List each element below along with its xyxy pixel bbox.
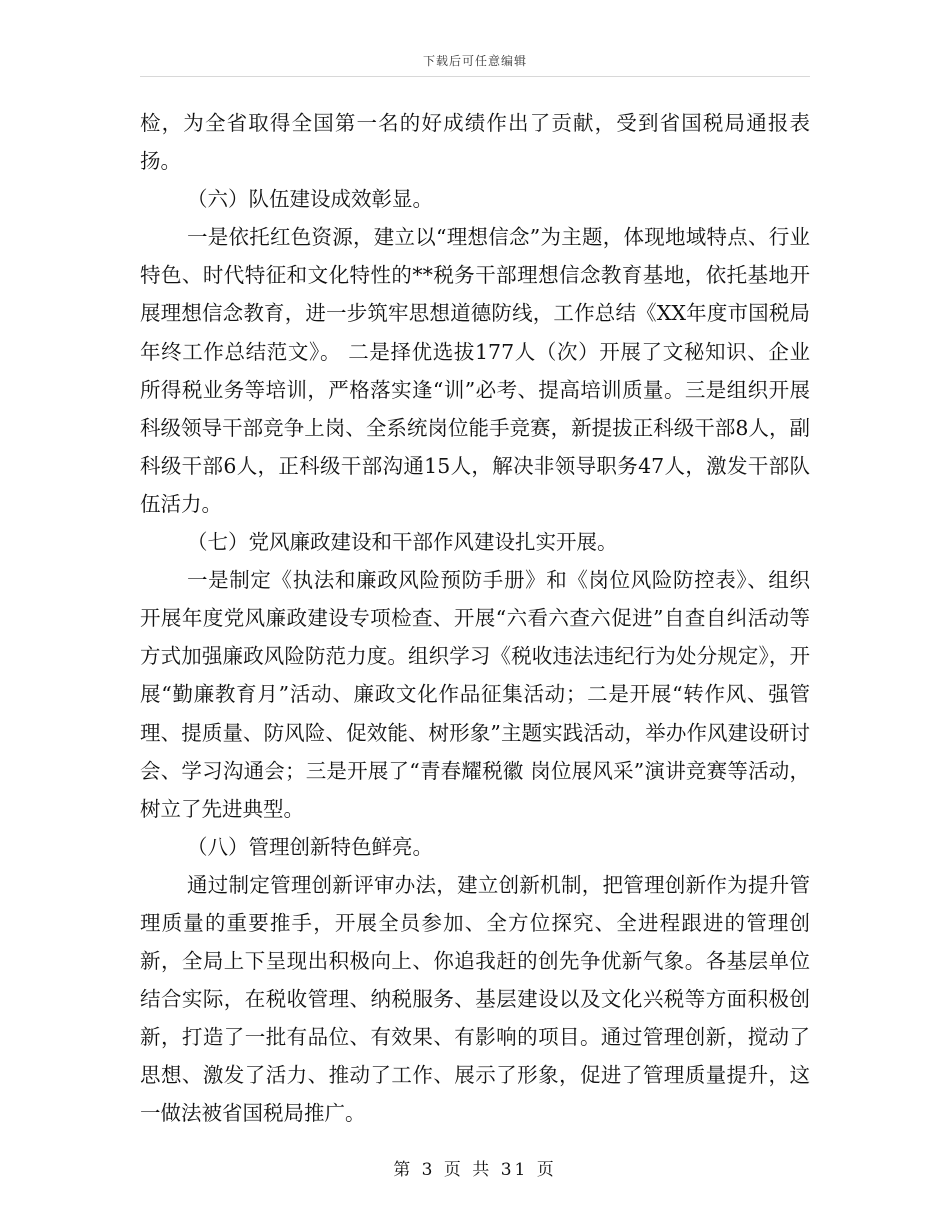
page-number-footer: 第 3 页 共 31 页: [393, 1160, 557, 1180]
paragraph-team-building: 一是依托红色资源，建立以“理想信念”为主题，体现地域特点、行业特色、时代特征和文化特性的**税务干部理想信念教育基地，依托基地开展理想信念教育，进一步筑牢思想道德防线，工作总结《XX年度市国税局年终工作总结范文》。 二是择优选拔177人（次）开展了文秘知识、企业所得税业务等培训，严格落实逢“训”必考、提高培训质量。三是组织开展科级领导干部竞争上岗、全系统岗位能手竞赛，新提拔正科级干部8人，副科级干部6人，正科级干部沟通15人，解决非领导职务47人，激发干部队伍活力。: [140, 225, 810, 516]
section-heading-six: （六）队伍建设成效彰显。: [187, 187, 433, 212]
paragraph-continuation: 检，为全省取得全国第一名的好成绩作出了贡献，受到省国税局通报表扬。: [140, 111, 810, 174]
header-divider: [140, 76, 810, 77]
section-heading-seven: （七）党风廉政建设和干部作风建设扎实开展。: [187, 530, 618, 555]
document-body: [140, 104, 810, 1133]
page-header: 下载后可任意编辑: [422, 54, 527, 68]
paragraph-integrity: 一是制定《执法和廉政风险预防手册》和《岗位风险防控表》、组织开展年度党风廉政建设专项检查、开展“六看六查六促进”自查自纠活动等方式加强廉政风险防范力度。组织学习《税收违法违纪行为处分规定》，开展“勤廉教育月”活动、廉政文化作品征集活动；二是开展“转作风、强管理、提质量、防风险、促效能、树形象”主题实践活动，举办作风建设研讨会、学习沟通会；三是开展了“青春耀税徽 岗位展风采”演讲竞赛等活动，树立了先进典型。: [140, 568, 810, 821]
paragraph-management-innovation: 通过制定管理创新评审办法，建立创新机制，把管理创新作为提升管理质量的重要推手，开展全员参加、全方位探究、全进程跟进的管理创新，全局上下呈现出积极向上、你追我赶的创先争优新气象。各基层单位结合实际，在税收管理、纳税服务、基层建设以及文化兴税等方面积极创新，打造了一批有品位、有效果、有影响的项目。通过管理创新，搅动了思想、激发了活力、推动了工作、展示了形象，促进了管理质量提升，这一做法被省国税局推广。: [140, 872, 810, 1126]
section-heading-eight: （八）管理创新特色鲜亮。: [187, 834, 433, 859]
